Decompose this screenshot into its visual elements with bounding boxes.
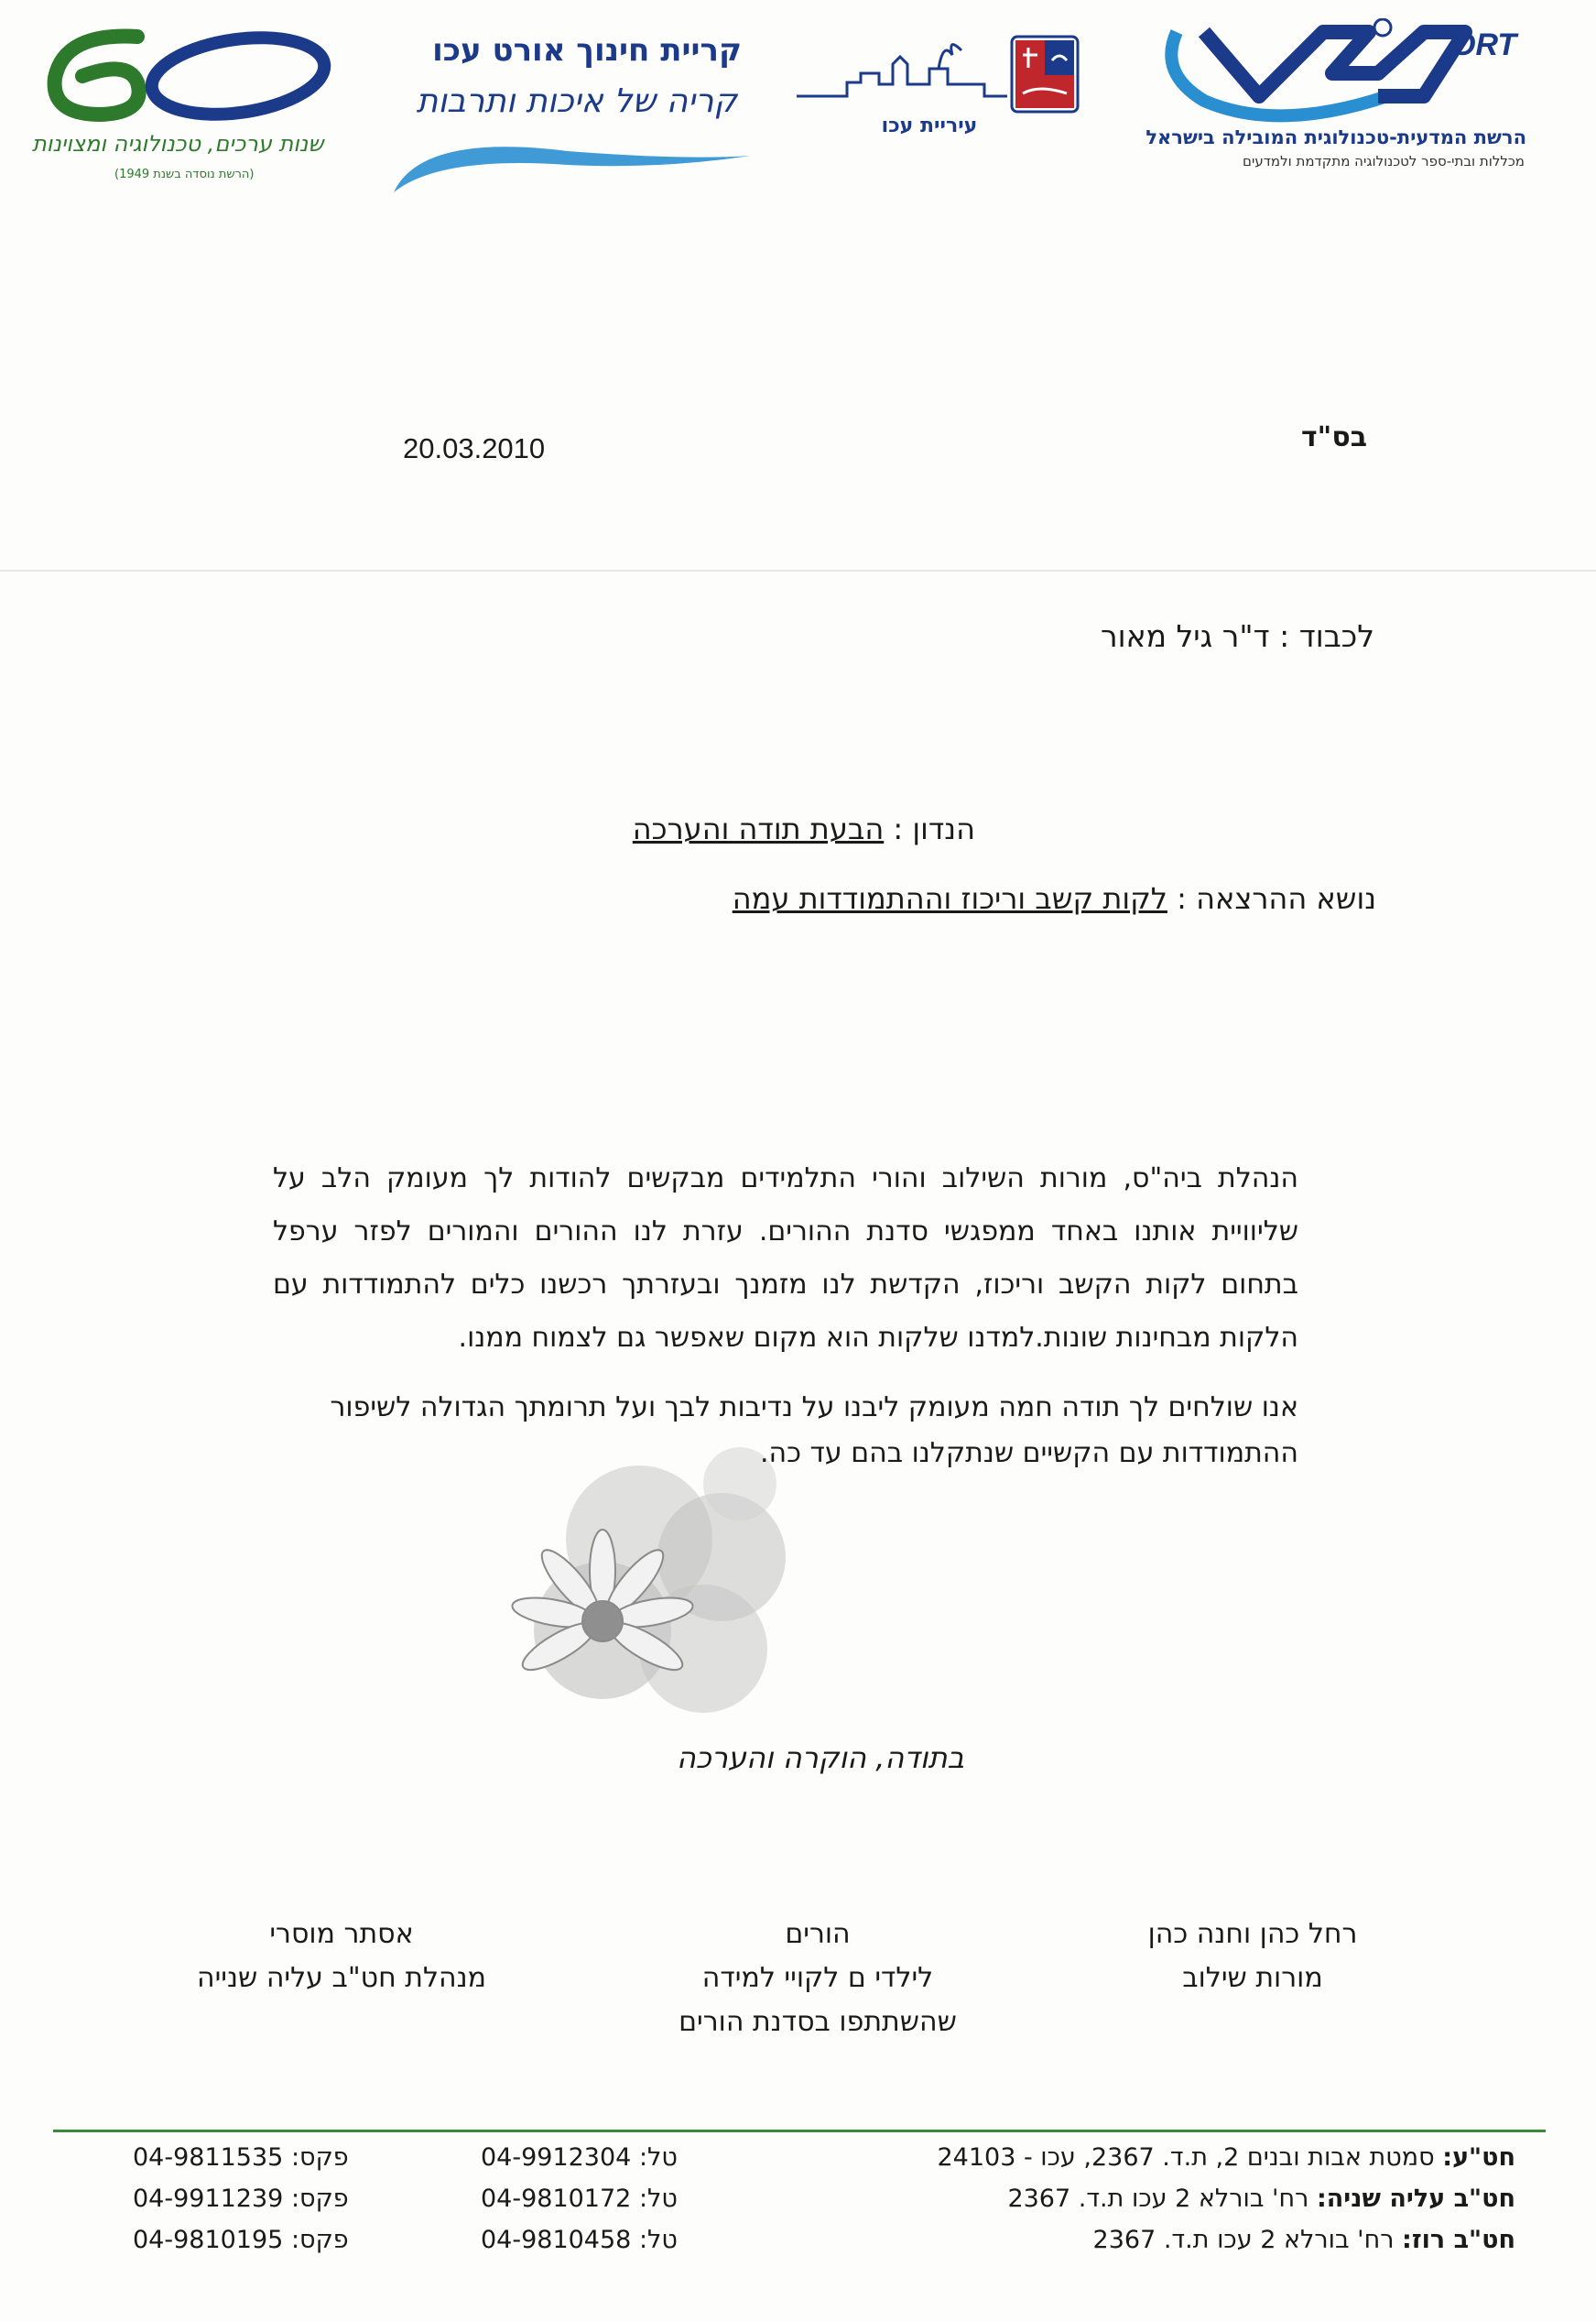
phone-number: 04-9810458 [481, 2226, 632, 2254]
signature-role-extra: שהשתתפו בסדנת הורים [679, 2006, 957, 2038]
footer-address: רח' בורלא 2 עכו ת.ד. 2367 [1007, 2185, 1309, 2213]
city-name: עיריית עכו [881, 114, 978, 137]
sixty-years-logo [27, 23, 339, 183]
signature-name: אסתר מוסרי [269, 1918, 414, 1950]
fax-label: פקס: [290, 2185, 349, 2213]
footer-fax [133, 2226, 349, 2254]
signature-role: לילדי ם לקויי למידה [701, 1962, 934, 1994]
signature-block-teachers [1115, 1912, 1390, 2000]
fax-number: 04-9811535 [133, 2143, 284, 2172]
signature-name: רחל כהן וחנה כהן [1147, 1918, 1358, 1950]
acre-city-logo [792, 27, 1103, 156]
letter-paragraph-2: אנו שולחים לך תודה חמה מעומק ליבנו על נדיבות לבך ועל תרומתך הגדולה לשיפור ההתמודדות עם הקשיים שנתקלנו בהם עד כה. [330, 1391, 1298, 1469]
ort-emblem-icon [1149, 18, 1534, 124]
subject-label: הנדון : [893, 812, 975, 846]
fax-number: 04-9810195 [133, 2226, 284, 2254]
phone-label: טל: [638, 2143, 678, 2172]
ort-logo [1145, 18, 1534, 174]
phone-label: טל: [638, 2185, 678, 2213]
footer-address-row [1007, 2185, 1515, 2213]
footer-phone [481, 2226, 678, 2254]
footer-fax [133, 2143, 349, 2172]
signature-block-parents [644, 1912, 992, 2044]
footer-branch-name: חט"ב עליה שניה: [1316, 2185, 1515, 2213]
footer-address: סמטת אבות ובנים 2, ת.ד. 2367, עכו - 24103 [937, 2143, 1435, 2172]
lecture-label: נושא ההרצאה : [1177, 881, 1376, 916]
subject-text: הבעת תודה והערכה [632, 812, 885, 846]
fax-number: 04-9911239 [133, 2185, 284, 2213]
sixty-emblem-icon [27, 23, 339, 128]
footer-phone [481, 2185, 678, 2213]
footer-phone [481, 2143, 678, 2172]
phone-number: 04-9912304 [481, 2143, 632, 2172]
footer-branch-name: חט"ב רוז: [1402, 2226, 1515, 2254]
campus-title: קריית חינוך אורט עכו [432, 32, 742, 69]
footer-address: רח' בורלא 2 עכו ת.ד. 2367 [1092, 2226, 1395, 2254]
recipient-label: לכבוד : [1279, 618, 1374, 654]
sixty-founded-note: (הרשת נוסדה בשנת 1949) [114, 168, 255, 181]
ort-latin-text: ORT [1451, 27, 1517, 62]
lecture-topic-line [733, 881, 1376, 916]
footer-divider [53, 2130, 1546, 2132]
ort-subtagline: מכללות ובתי-ספר לטכנולוגיה מתקדמת ולמדעים [1243, 153, 1525, 169]
phone-label: טל: [638, 2226, 678, 2254]
city-skyline-icon [792, 27, 1103, 114]
fax-label: פקס: [290, 2143, 349, 2172]
footer-branch-name: חט"ע: [1442, 2143, 1515, 2172]
fold-line [0, 570, 1596, 572]
footer-fax [133, 2185, 349, 2213]
fax-label: פקס: [290, 2226, 349, 2254]
sixty-tagline: שנות ערכים, טכנולוגיה ומצוינות [32, 131, 324, 157]
signature-role: מנהלת חט"ב עליה שנייה [197, 1962, 486, 1994]
subject-line [633, 812, 975, 846]
footer-address-row [1093, 2226, 1515, 2254]
phone-number: 04-9810172 [481, 2185, 632, 2213]
lecture-text: לקות קשב וריכוז וההתמודדות עמה [732, 881, 1167, 916]
letter-date: 20.03.2010 [403, 432, 546, 464]
recipient-name: ד"ר גיל מאור [1100, 618, 1270, 654]
signature-block-principal [149, 1912, 534, 2000]
bsd-mark: בס"ד [1301, 421, 1367, 453]
ort-tagline: הרשת המדעית-טכנולוגית המובילה בישראל [1145, 126, 1526, 148]
recipient-line [1101, 618, 1374, 654]
signature-name: הורים [785, 1918, 851, 1950]
footer-address-row [937, 2143, 1515, 2172]
letter-paragraph-1: הנהלת ביה"ס, מורות השילוב והורי התלמידים מבקשים להודות לך מעומק הלב על שליוויית אותנו באחד ממפגשי סדנת ההורים. עזרת לנו ההורים והמורים לפזר ערפל בתחום לקות הקשב וריכוז, הקדשת לנו מזמנך ובעזרתך רכשנו כלים להתמודדות עם הלקות מבחינות שונות.למדנו שלקות הוא מקום שאפשר גם לצמוח ממנו. [273, 1162, 1298, 1354]
campus-slogan: קריה של איכות ותרבות [416, 82, 737, 120]
campus-logo [385, 23, 755, 197]
signature-role: מורות שילוב [1182, 1962, 1323, 1994]
closing-line: בתודה, הוקרה והערכה [677, 1740, 964, 1775]
